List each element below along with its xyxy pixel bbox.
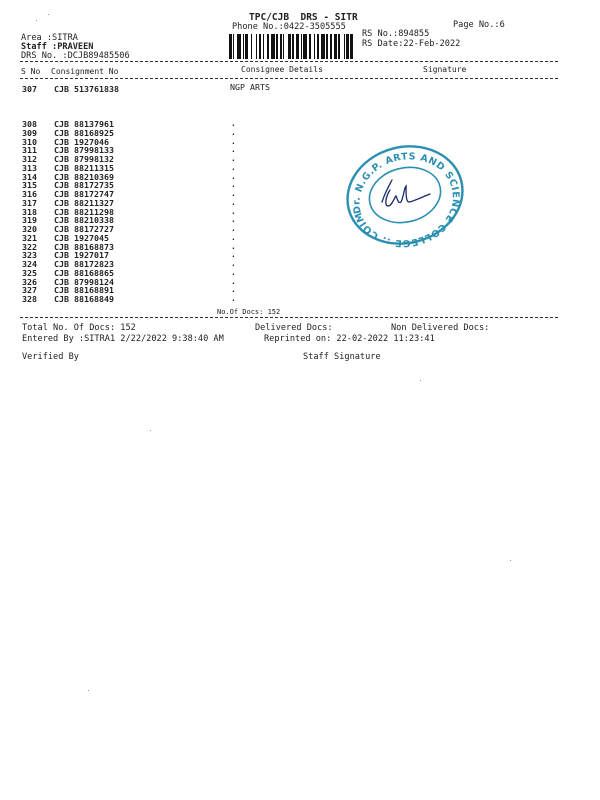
table-row [0,119,600,128]
row-sno: 310 [22,136,37,147]
scan-speck [510,560,511,561]
row-marker: . [231,285,236,295]
row-consignment: CJB 87998132 [54,154,114,164]
table-row [0,268,600,277]
table-row [0,242,600,251]
scan-speck [36,20,37,21]
scan-speck [48,14,49,15]
row-sno: 323 [22,250,37,261]
row-consignment: CJB 88172727 [54,224,114,234]
reprinted-on: Reprinted on: 22-02-2022 11:23:41 [264,334,435,344]
row-consignee: NGP ARTS [230,82,270,92]
table-row [0,215,600,224]
row-marker: . [231,215,236,225]
area-label: Area :SITRA [21,33,78,43]
row-sno: 307 [22,84,37,94]
row-marker: . [231,197,236,207]
drs-number: DRS No. :DCJB89485506 [21,51,130,61]
row-sno: 322 [22,241,37,252]
row-sno: 326 [22,276,37,287]
row-sno: 316 [22,189,37,199]
row-consignment: CJB 88168865 [54,267,114,278]
entered-by: Entered By :SITRA1 2/22/2022 9:38:40 AM [22,334,224,344]
staff-label: Staff :PRAVEEN [21,42,94,52]
scan-speck [420,380,421,381]
row-marker: . [231,224,236,233]
row-consignment: CJB 88172823 [54,259,114,269]
row-consignment: CJB 88137961 [54,119,114,129]
row-consignment: CJB 1927017 [54,250,109,261]
barcode-image [229,34,355,59]
total-docs: Total No. Of Docs: 152 [22,323,136,333]
table-row [0,137,600,146]
non-delivered-docs: Non Delivered Docs: [391,323,490,333]
table-row [0,207,600,216]
row-marker: . [231,206,236,216]
row-consignment: CJB 88211315 [54,162,114,173]
row-sno: 319 [22,215,37,226]
table-row [0,180,600,189]
row-sno: 308 [22,119,37,129]
row-sno: 311 [22,145,37,156]
table-row [0,172,600,181]
column-signature: Signature [423,65,467,74]
row-sno: 324 [22,259,37,269]
row-consignment: CJB 88210369 [54,171,114,182]
row-consignment: CJB 87998124 [54,276,114,287]
row-sno: 315 [22,180,37,191]
verified-by: Verified By [22,352,79,362]
row-marker: . [231,154,236,163]
row-consignment: CJB 1927046 [54,136,109,147]
row-sno: 309 [22,127,37,138]
row-marker: . [231,241,236,251]
table-row [0,154,600,163]
table-row [0,233,600,242]
row-consignment: CJB 88211327 [54,197,114,208]
table-row [0,277,600,286]
row-consignment: CJB 88172735 [54,180,114,191]
table-row [0,285,600,294]
row-sno: 317 [22,197,37,208]
signature-mark [382,180,430,206]
table-row [0,224,600,233]
row-sno: 318 [22,206,37,217]
table-row [0,128,600,137]
column-consignee: Consignee Details [241,65,323,74]
table-row [0,189,600,198]
svg-text:Dr. N.G.P. ARTS AND SCIENCE CO [340,140,470,250]
footer-rule [20,317,558,318]
row-marker: . [231,162,236,172]
row-marker: . [231,276,236,286]
row-consignment: CJB 88168849 [54,294,114,304]
table-row [0,198,600,207]
page-number: Page No.:6 [453,20,505,30]
row-sno: 312 [22,154,37,164]
scan-speck [88,690,89,691]
row-marker: . [231,171,236,181]
row-marker: . [231,250,236,260]
row-sno: 313 [22,162,37,173]
column-consignment: Consignment No [51,67,119,76]
row-marker: . [231,267,236,277]
rs-date: RS Date:22-Feb-2022 [362,39,461,49]
header-rule [20,61,558,62]
row-marker: . [231,119,236,128]
row-sno: 327 [22,285,37,296]
scan-speck [150,430,151,431]
column-rule [20,78,558,79]
column-sno: S No [21,67,41,76]
docs-count: No.Of Docs: 152 [217,308,281,316]
row-marker: . [231,145,236,155]
row-sno: 314 [22,171,37,182]
row-marker: . [231,127,236,137]
college-seal-stamp [340,140,470,250]
delivered-docs: Delivered Docs: [255,323,333,333]
row-consignment: CJB 88211298 [54,206,114,217]
row-marker: . [231,180,236,190]
row-consignment: CJB 513761838 [54,84,119,94]
seal-ring-text: Dr. N.G.P. ARTS AND SCIENCE COLLEGE :: COIMBATORE-48 [351,151,462,249]
row-consignment: CJB 88168891 [54,285,114,296]
table-row [0,250,600,259]
row-consignment: CJB 88168925 [54,127,114,138]
row-consignment: CJB 88210338 [54,215,114,226]
row-marker: . [231,259,236,268]
row-consignment: CJB 88168873 [54,241,114,252]
row-marker: . [231,136,236,146]
rs-number: RS No.:894855 [362,29,430,39]
row-marker: . [231,232,236,242]
table-row [0,163,600,172]
row-sno: 320 [22,224,37,234]
table-row [0,294,600,303]
phone-number: Phone No.:0422-3505555 [232,22,346,32]
row-consignment: CJB 87998133 [54,145,114,156]
row-sno: 325 [22,267,37,278]
row-marker: . [231,294,236,303]
table-row [0,145,600,154]
row-consignment: CJB 1927045 [54,232,109,243]
row-marker: . [231,189,236,198]
staff-signature: Staff Signature [303,352,381,362]
row-sno: 321 [22,232,37,243]
document-title: TPC/CJB DRS - SITR [249,12,358,23]
row-consignment: CJB 88172747 [54,189,114,199]
row-sno: 328 [22,294,37,304]
table-row [0,259,600,268]
